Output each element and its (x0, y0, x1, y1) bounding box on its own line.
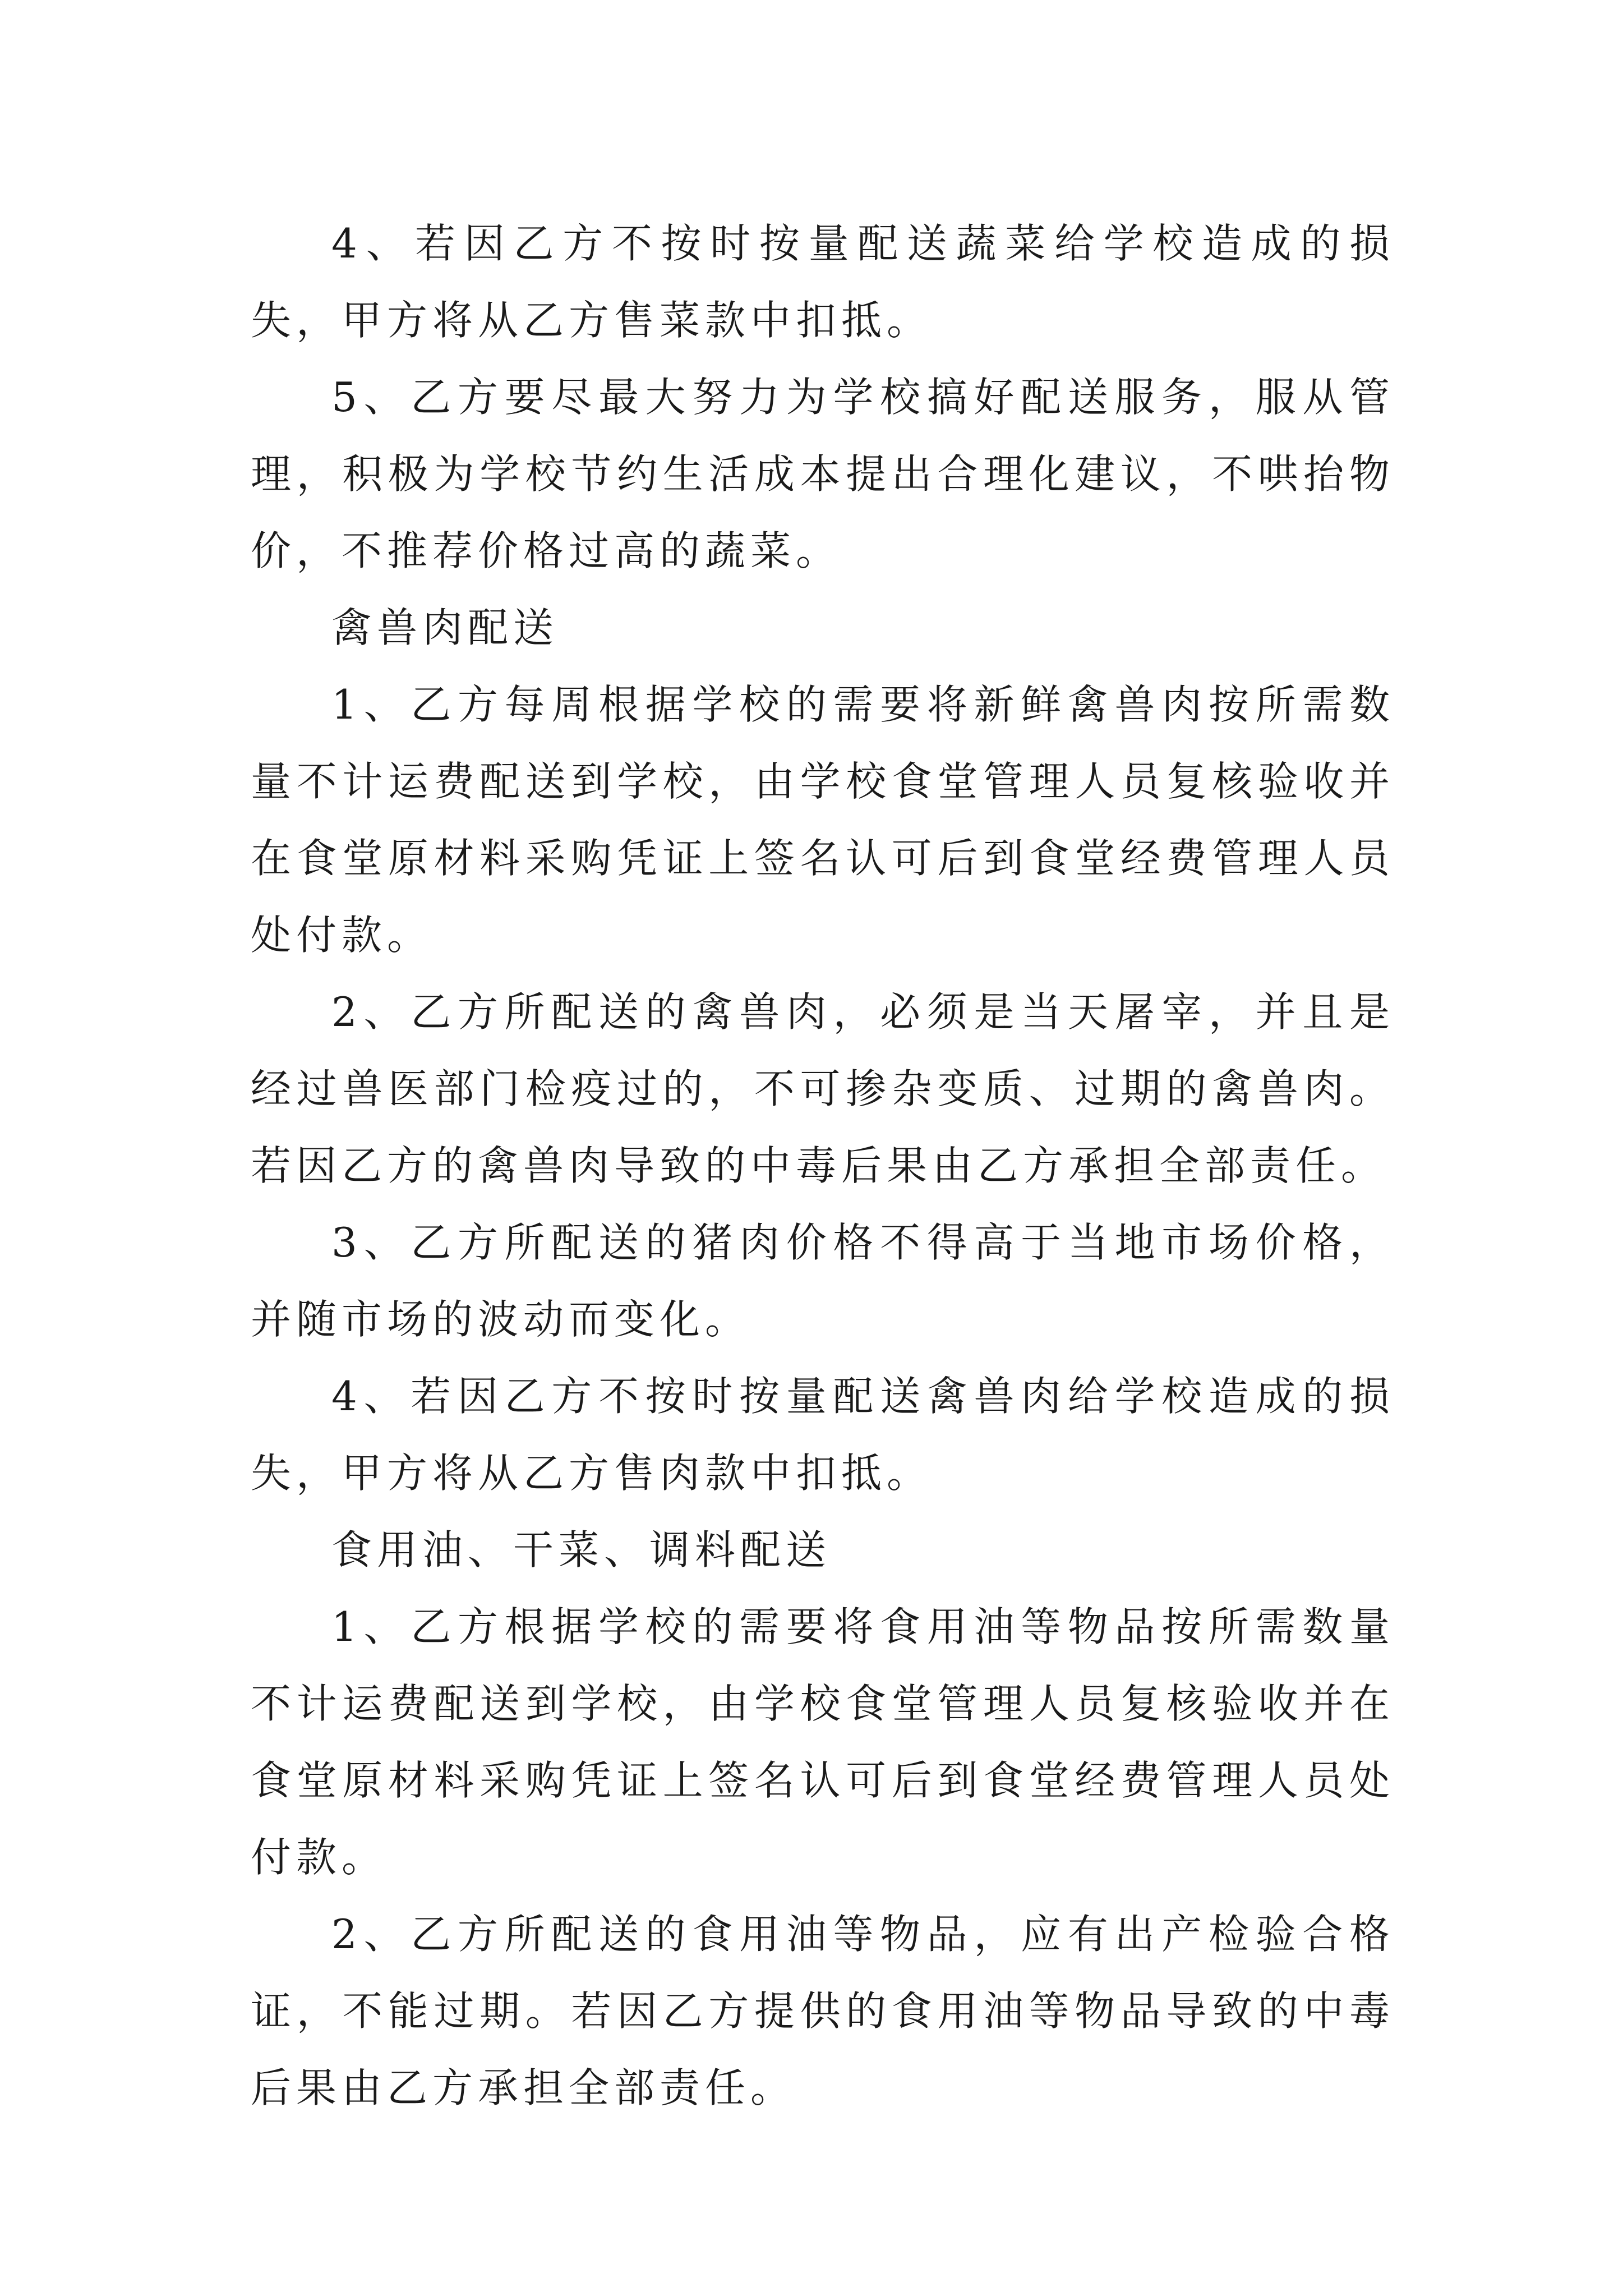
section-heading-meat-delivery: 禽兽肉配送 (331, 604, 559, 651)
paragraph-meat-item-2: 2、乙方所配送的禽兽肉，必须是当天屠宰，并且是经过兽医部门检疫过的，不可掺杂变质、过期的禽兽肉。若因乙方的禽兽肉导致的中毒后果由乙方承担全部责任。 (251, 988, 1395, 1189)
paragraph-oil-item-1: 1、乙方根据学校的需要将食用油等物品按所需数量不计运费配送到学校，由学校食堂管理人员复核验收并在食堂原材料采购凭证上签名认可后到食堂经费管理人员处付款。 (251, 1603, 1395, 1881)
document-body (251, 205, 1395, 2127)
section-heading-oil-delivery: 食用油、干菜、调料配送 (331, 1526, 832, 1573)
paragraph-vegetable-item-4: 4、若因乙方不按时按量配送蔬菜给学校造成的损失，甲方将从乙方售菜款中扣抵。 (251, 220, 1395, 344)
paragraph-meat-item-4: 4、若因乙方不按时按量配送禽兽肉给学校造成的损失，甲方将从乙方售肉款中扣抵。 (251, 1373, 1395, 1497)
paragraph-vegetable-item-5: 5、乙方要尽最大努力为学校搞好配送服务，服从管理，积极为学校节约生活成本提出合理化建议，不哄抬物价，不推荐价格过高的蔬菜。 (251, 374, 1395, 574)
paragraph-meat-item-1: 1、乙方每周根据学校的需要将新鲜禽兽肉按所需数量不计运费配送到学校，由学校食堂管理人员复核验收并在食堂原材料采购凭证上签名认可后到食堂经费管理人员处付款。 (251, 681, 1395, 959)
paragraph-meat-item-3: 3、乙方所配送的猪肉价格不得高于当地市场价格，并随市场的波动而变化。 (251, 1219, 1395, 1343)
paragraph-oil-item-2: 2、乙方所配送的食用油等物品，应有出产检验合格证，不能过期。若因乙方提供的食用油等物品导致的中毒后果由乙方承担全部责任。 (251, 1911, 1395, 2111)
